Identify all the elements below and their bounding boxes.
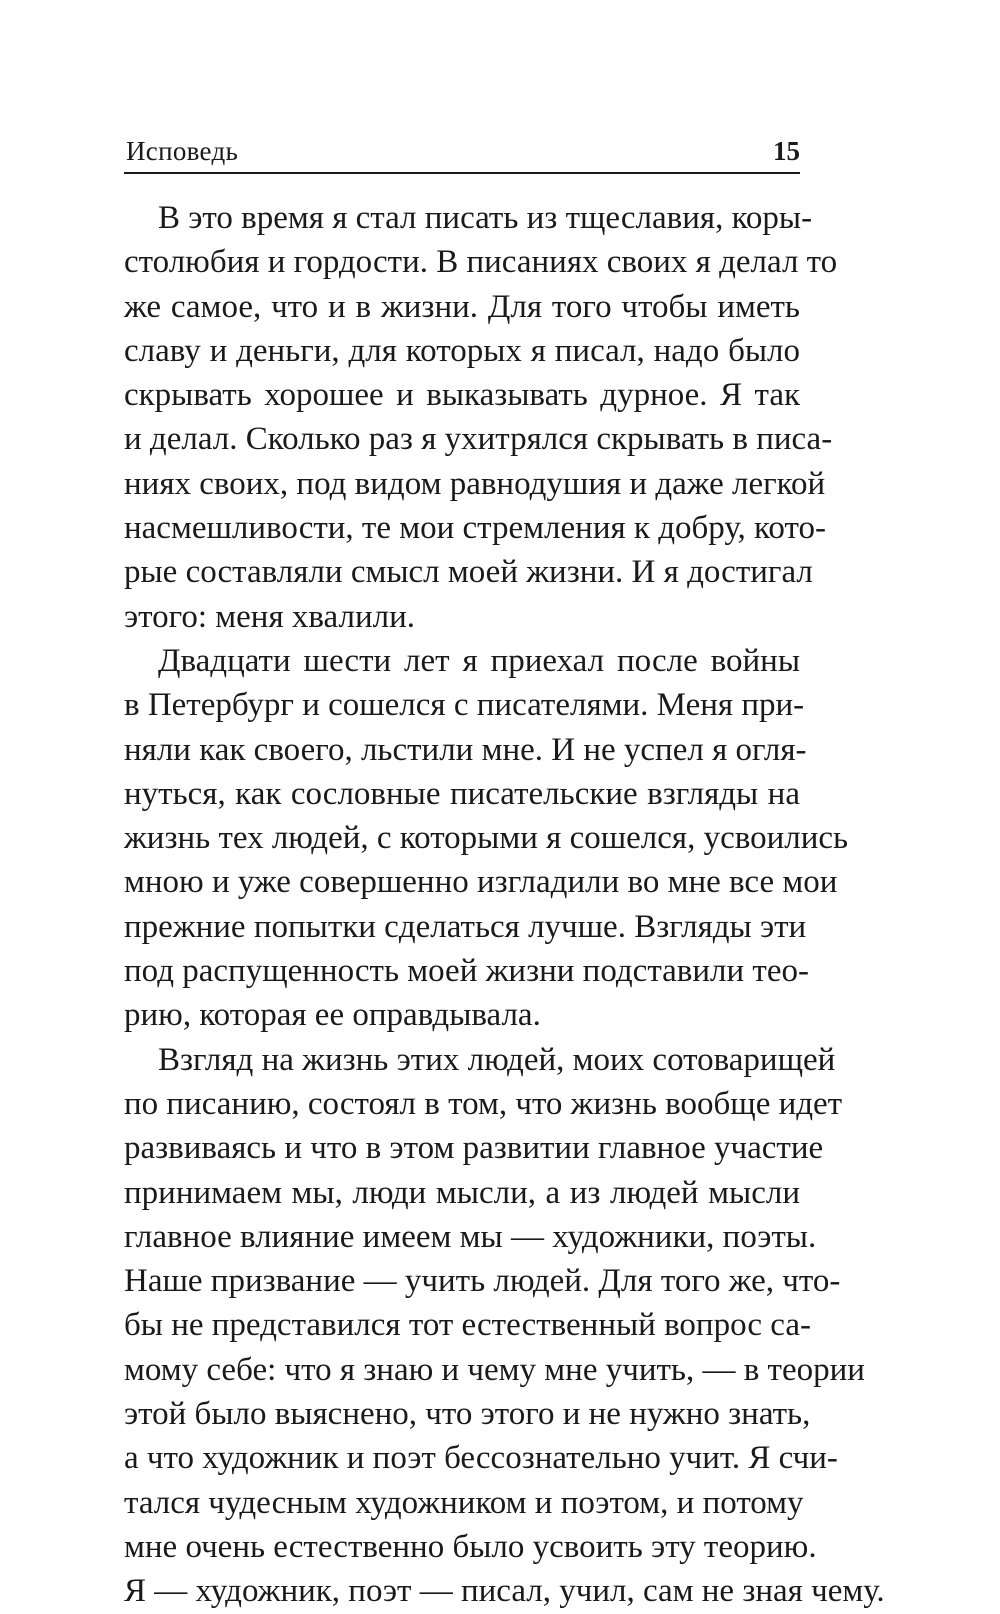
text-line: мною и уже совершенно изгладили во мне все мои — [124, 864, 838, 901]
text-line: В это время я стал писать из тщеславия, коры- — [158, 200, 813, 236]
text-line: прежние попытки сделаться лучше. Взгляды эти — [124, 908, 807, 945]
text-line: Наше призвание — учить людей. Для того же, что- — [124, 1263, 841, 1300]
text-line: в Петербург и сошелся с писателями. Меня при- — [124, 687, 805, 724]
text-line: Двадцати шести лет я приехал после войны — [158, 642, 800, 679]
text-line: под распущенность моей жизни подставили тео- — [124, 953, 809, 990]
paragraph-1 — [124, 196, 838, 639]
page-number: 15 — [773, 136, 800, 166]
text-line: мне очень естественно было усвоить эту теорию. — [124, 1528, 817, 1565]
text-line: развиваясь и что в этом развитии главное участие — [124, 1130, 824, 1167]
text-line: славу и деньги, для которых я писал, надо было — [124, 332, 800, 369]
text-line: рые составляли смысл моей жизни. И я достигал — [124, 554, 813, 591]
text-line: а что художник и поэт бессознательно учит. Я счи- — [124, 1440, 838, 1477]
text-line: этого: меня хвалили. — [124, 598, 415, 635]
text-line: скрывать хорошее и выказывать дурное. Я так — [124, 377, 800, 414]
running-header — [124, 132, 800, 174]
text-line: главное влияние имеем мы — художники, поэты. — [124, 1218, 817, 1255]
text-line: тался чудесным художником и поэтом, и потому — [124, 1484, 804, 1521]
text-line: этой было выяснено, что этого и не нужно знать, — [124, 1396, 811, 1433]
text-line: мому себе: что я знаю и чему мне учить, — в теории — [124, 1351, 865, 1388]
text-line: рию, которая ее оправдывала. — [124, 997, 541, 1034]
paragraph-3 — [124, 1038, 885, 1614]
paragraph-2 — [124, 639, 849, 1038]
text-line: жизнь тех людей, с которыми я сошелся, усвоились — [124, 820, 849, 857]
text-line: и делал. Сколько раз я ухитрялся скрывать в писа- — [124, 421, 833, 458]
text-body — [124, 196, 885, 1614]
text-line: принимаем мы, люди мысли, а из людей мысли — [124, 1174, 800, 1211]
text-line: по писанию, состоял в том, что жизнь вообще идет — [124, 1085, 843, 1122]
text-line: бы не представился тот естественный вопрос са- — [124, 1307, 811, 1344]
text-line: Взгляд на жизнь этих людей, моих сотоварищей — [158, 1041, 836, 1078]
text-line: Я — художник, поэт — писал, учил, сам не зная чему. — [124, 1573, 885, 1610]
running-title: Исповедь — [126, 136, 239, 166]
text-line: столюбия и гордости. В писаниях своих я делал то — [124, 244, 838, 281]
text-line: нуться, как сословные писательские взгляды на — [124, 775, 800, 812]
text-line: насмешливости, те мои стремления к добру, кото- — [124, 510, 826, 547]
text-line: же самое, что и в жизни. Для того чтобы иметь — [124, 288, 800, 325]
text-line: ниях своих, под видом равнодушия и даже легкой — [124, 465, 826, 502]
text-line: няли как своего, льстили мне. И не успел я огля- — [124, 731, 807, 768]
